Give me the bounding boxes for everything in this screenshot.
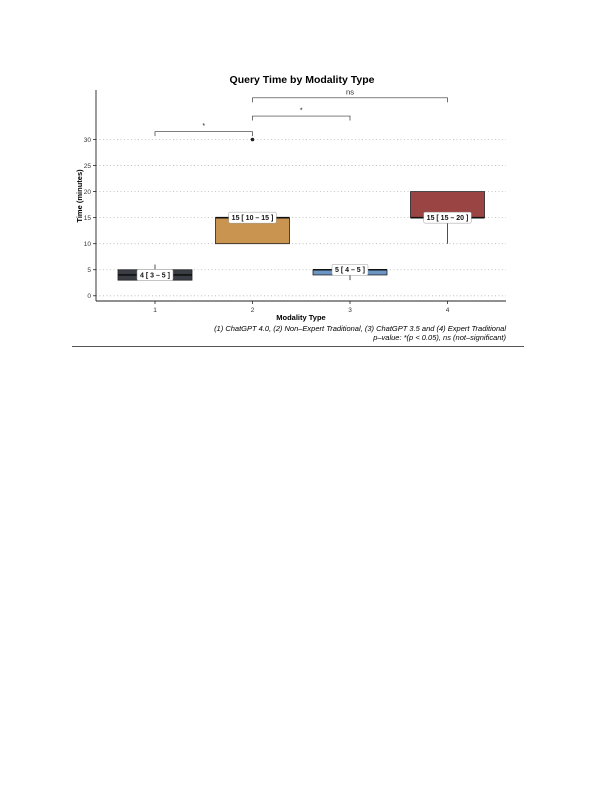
box-group-2 [216, 138, 290, 244]
bracket-label-2-3: * [299, 107, 303, 115]
y-tick-label-30: 30 [83, 136, 91, 144]
box-label-2 [229, 212, 277, 223]
box-label-text-4: 15 [ 15 – 20 ] [426, 215, 469, 223]
page-divider [72, 346, 524, 347]
box-label-text-3: 5 [ 4 – 5 ] [335, 267, 365, 275]
caption-pvalue: p–value: *(p < 0.05), ns (not–significant) [373, 333, 506, 342]
y-tick-label-5: 5 [87, 267, 91, 275]
bracket-line-2-3 [253, 116, 351, 121]
y-tick-label-20: 20 [83, 188, 91, 196]
bracket-2-4 [253, 87, 448, 102]
x-tick-label-2: 2 [250, 307, 255, 314]
boxes [118, 138, 485, 280]
box-label-3 [332, 264, 368, 275]
bracket-label-1-2: * [202, 123, 206, 131]
caption-modalities: (1) ChatGPT 4.0, (2) Non–Expert Traditional, (3) ChatGPT 3.5 and (4) Expert Traditional [214, 324, 506, 333]
x-tick-label-1: 1 [153, 307, 157, 314]
bracket-line-1-2 [155, 132, 253, 137]
box-label-4 [424, 212, 472, 223]
box-label-text-2: 15 [ 10 – 15 ] [231, 215, 274, 223]
box-label-text-1: 4 [ 3 – 5 ] [140, 272, 170, 280]
y-tick-label-10: 10 [83, 240, 91, 248]
x-tick-label-3: 3 [348, 307, 352, 314]
y-tick-label-0: 0 [87, 293, 91, 301]
bracket-line-2-4 [253, 98, 448, 103]
bracket-1-2 [155, 123, 253, 136]
bracket-label-2-4: ns [346, 87, 354, 97]
x-tick-label-4: 4 [445, 307, 450, 314]
y-tick-label-15: 15 [83, 214, 91, 222]
x-axis-label: Modality Type [276, 313, 326, 322]
chart-title: Query Time by Modality Type [229, 74, 375, 86]
y-tick-label-25: 25 [83, 162, 91, 170]
y-axis-label: Time (minutes) [75, 169, 84, 223]
outlier-point-2-0 [251, 138, 255, 142]
significance-brackets [155, 87, 448, 136]
box-label-1 [137, 269, 173, 280]
bracket-2-3 [253, 108, 351, 121]
